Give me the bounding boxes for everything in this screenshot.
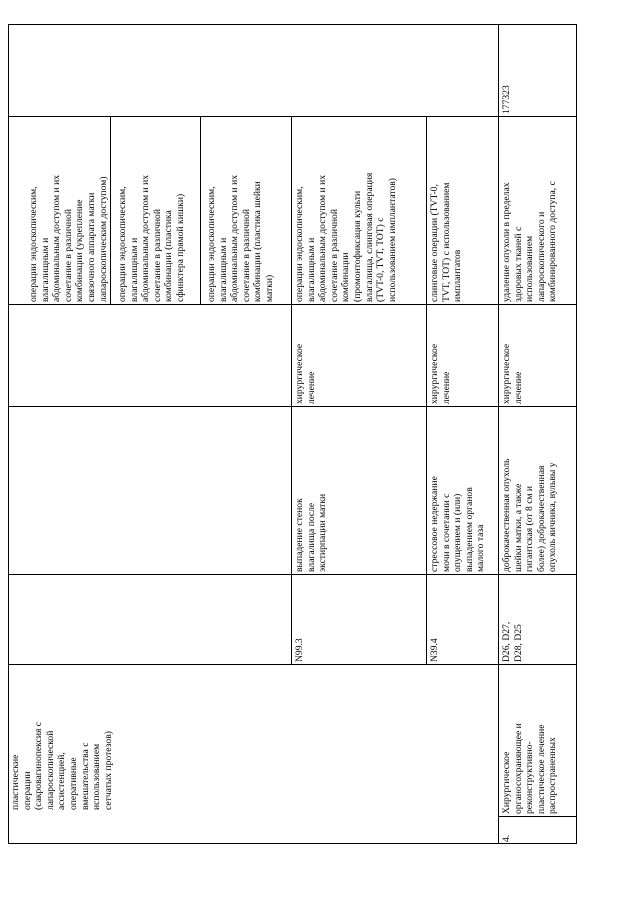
row-number-cell xyxy=(501,818,575,842)
code-text-4: D26, D27, D28, D25 xyxy=(501,621,524,662)
column-separator-name xyxy=(498,816,577,817)
name-cell-4 xyxy=(501,666,575,814)
row-separator-4 xyxy=(498,24,499,844)
row-separator-n993 xyxy=(291,116,292,664)
price-cell-4 xyxy=(501,26,575,114)
column-separator-model xyxy=(8,574,577,575)
table-border-right xyxy=(576,24,577,844)
model-text-n394: стрессовое недержание мочи в сочетании с опущением и (или) выпадением органов малого таза xyxy=(429,476,487,572)
method-text-ligament: операции эндоскопическим, влагалищным и абдоминальным доступом и их сочетание в различной комбинации (укрепление связочного аппарата матки лапароскопическим доступом) xyxy=(28,174,109,302)
code-cell-n394 xyxy=(429,576,497,662)
treatment-text-n394: хирургическое лечение xyxy=(429,343,452,404)
method-cell-n394 xyxy=(429,118,497,302)
row-number-text: 4. xyxy=(501,834,512,842)
method-text-cervix: операции эндоскопическим, влагалищным и абдоминальным доступом и их сочетание в различной комбинации (пластика шейки матки) xyxy=(206,174,275,302)
code-text-n394: N39.4 xyxy=(429,638,440,662)
model-cell-n394 xyxy=(429,408,497,572)
code-cell-4 xyxy=(501,576,575,662)
group-name-cell xyxy=(10,668,154,810)
treatment-text-4: хирургическое лечение xyxy=(501,343,524,404)
treatment-text-n993: хирургическое лечение xyxy=(294,343,317,404)
row-separator-n394 xyxy=(426,116,427,664)
model-text-4: доброкачественная опухоль шейки матки, а также гигантская (от 8 см и более) доброкачественная опухоль яичника, вульвы у xyxy=(501,458,559,572)
model-text-n993: выпадение стенок влагалища после экстирпации матки xyxy=(294,493,329,572)
code-cell-n993 xyxy=(294,576,424,662)
method-cell-n993 xyxy=(294,118,424,302)
method-text-n993: операции эндоскопическим, влагалищным и абдоминальным доступом и их сочетание в различной комбинации (промонтофиксация культи влагалища, слинговая операция (TVT-0, TVT, TOT) с использованием имплантатов) xyxy=(294,172,398,302)
method-cell-sphincter xyxy=(117,118,201,302)
column-separator-method xyxy=(8,304,577,305)
method-cell-cervix xyxy=(206,118,290,302)
table-border-bottom xyxy=(8,843,577,844)
method-text-4: удаление опухоли в пределах здоровых тканей с использованием лапароскопического и комбинированного доступа, с xyxy=(501,181,559,302)
method-cell-ligament xyxy=(28,118,112,302)
table-border-top xyxy=(8,24,577,25)
code-text-n993: N99.3 xyxy=(294,638,305,662)
column-separator-treatment xyxy=(8,406,577,407)
treatment-cell-4 xyxy=(501,306,575,404)
method-text-sphincter: операции эндоскопическим, влагалищным и абдоминальным доступом и их сочетание в различной комбинации (пластика сфинктера прямой кишки) xyxy=(117,174,186,302)
price-text-4: 177323 xyxy=(501,85,512,114)
treatment-cell-n993 xyxy=(294,306,424,404)
column-separator-price xyxy=(8,116,577,117)
model-cell-n993 xyxy=(294,408,424,572)
group-name-text: пластические операции (сакровагинопексия с лапароскопической ассистенцией, оперативные вмешательства с использованием сетчатых протезов) xyxy=(10,721,114,810)
name-text-4: Хирургическое органосохраняющее и реконструктивно- пластическое лечение распространенных xyxy=(501,723,559,814)
column-separator-codes xyxy=(8,664,577,665)
method-cell-4 xyxy=(501,118,575,302)
table-border-left xyxy=(8,24,9,844)
method-text-n394: слинговые операции (TVT-0, TVT, TOT) с использованием имплантатов xyxy=(429,182,464,302)
treatment-cell-n394 xyxy=(429,306,497,404)
model-cell-4 xyxy=(501,408,575,572)
